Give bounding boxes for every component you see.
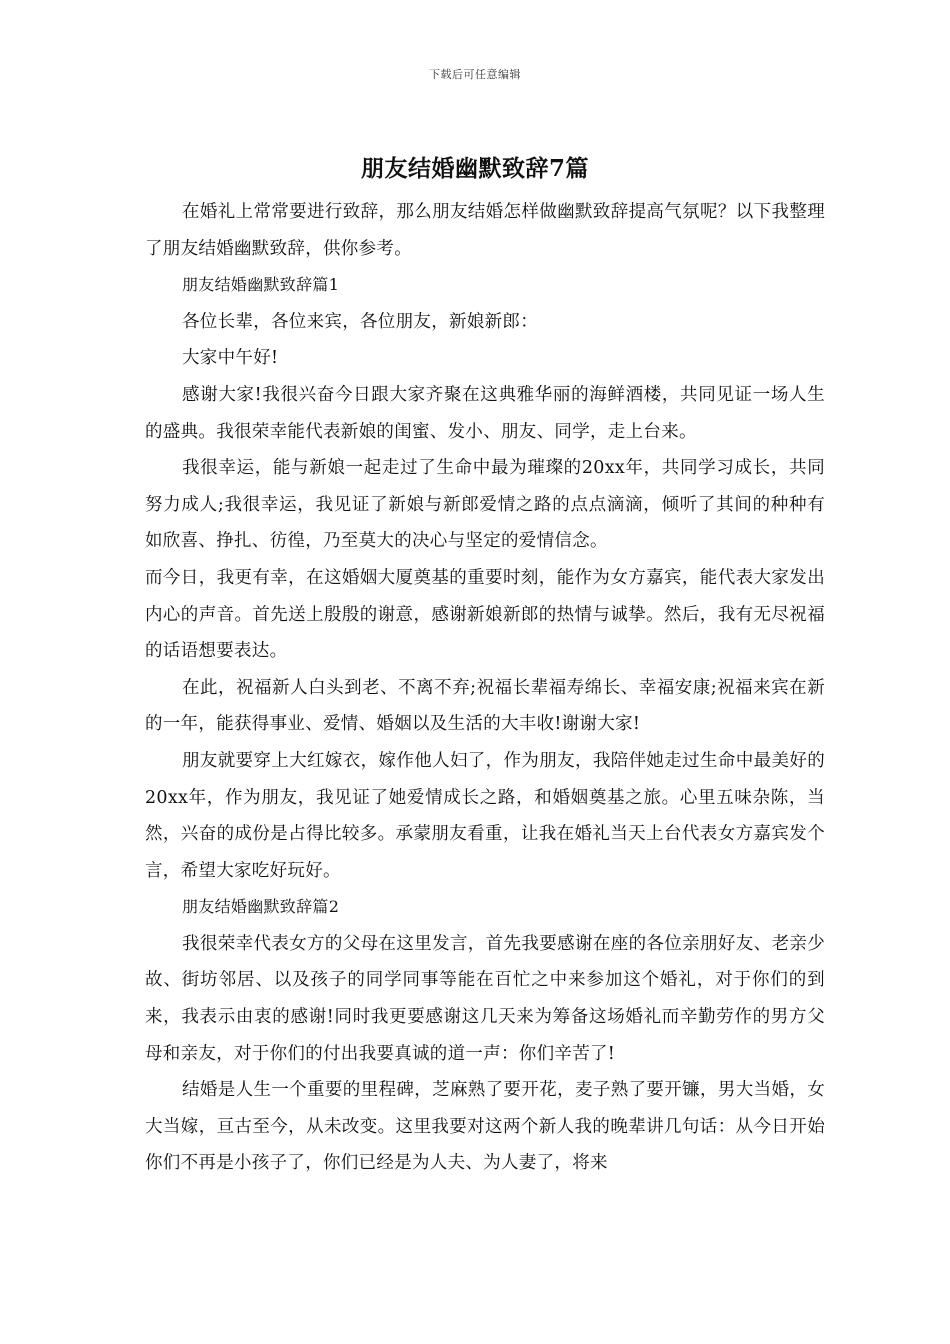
paragraph: 各位长辈，各位来宾，各位朋友，新娘新郎：: [182, 311, 538, 332]
paragraph: 而今日，我更有幸，在这婚姻大厦奠基的重要时刻，能作为女方嘉宾，能代表大家发出内心的声音。首先送上殷殷的谢意，感谢新娘新郎的热情与诚挚。然后，我有无尽祝福的话语想要表达。: [145, 567, 825, 662]
paragraph: 感谢大家!我很兴奋今日跟大家齐聚在这典雅华丽的海鲜酒楼，共同见证一场人生的盛典。我很荣幸能代表新娘的闺蜜、发小、朋友、同学，走上台来。: [145, 384, 825, 442]
paragraph: 朋友就要穿上大红嫁衣，嫁作他人妇了，作为朋友，我陪伴她走过生命中最美好的20xx年，作为朋友，我见证了她爱情成长之路，和婚姻奠基之旅。心里五味杂陈，当然，兴奋的成份是占得比较多。承蒙朋友看重，让我在婚礼当天上台代表女方嘉宾发个言，希望大家吃好玩好。: [145, 750, 825, 881]
section-heading: 朋友结婚幽默致辞篇1: [182, 275, 340, 295]
paragraph: 在婚礼上常常要进行致辞，那么朋友结婚怎样做幽默致辞提高气氛呢？以下我整理了朋友结婚幽默致辞，供你参考。: [145, 202, 825, 259]
document-title: 朋友结婚幽默致辞7篇: [360, 155, 589, 182]
paragraph: 我很荣幸代表女方的父母在这里发言，首先我要感谢在座的各位亲朋好友、老亲少故、街坊邻居、以及孩子的同学同事等能在百忙之中来参加这个婚礼，对于你们的到来，我表示由衷的感谢!同时我更要感谢这几天来为筹备这场婚礼而辛勤劳作的男方父母和亲友，对于你们的付出我要真诚的道一声：你们辛苦了!: [145, 933, 825, 1064]
header-note: 下载后可任意编辑: [429, 68, 521, 81]
paragraph: 我很幸运，能与新娘一起走过了生命中最为璀璨的20xx年，共同学习成长，共同努力成人;我很幸运，我见证了新娘与新郎爱情之路的点点滴滴，倾听了其间的种种有如欣喜、挣扎、彷徨，乃至莫大的决心与坚定的爱情信念。: [145, 458, 825, 552]
paragraph: 结婚是人生一个重要的里程碑，芝麻熟了要开花，麦子熟了要开镰，男大当婚，女大当嫁，亘古至今，从未改变。这里我要对这两个新人我的晚辈讲几句话：从今日开始你们不再是小孩子了，你们已经是为人夫、为人妻了，将来: [145, 1080, 825, 1174]
paragraph: 大家中午好!: [182, 348, 279, 369]
section-heading: 朋友结婚幽默致辞篇2: [182, 897, 340, 917]
document-body: [145, 194, 825, 1182]
paragraph: 在此，祝福新人白头到老、不离不弃;祝福长辈福寿绵长、幸福安康;祝福来宾在新的一年，能获得事业、爱情、婚姻以及生活的大丰收!谢谢大家!: [145, 677, 825, 735]
